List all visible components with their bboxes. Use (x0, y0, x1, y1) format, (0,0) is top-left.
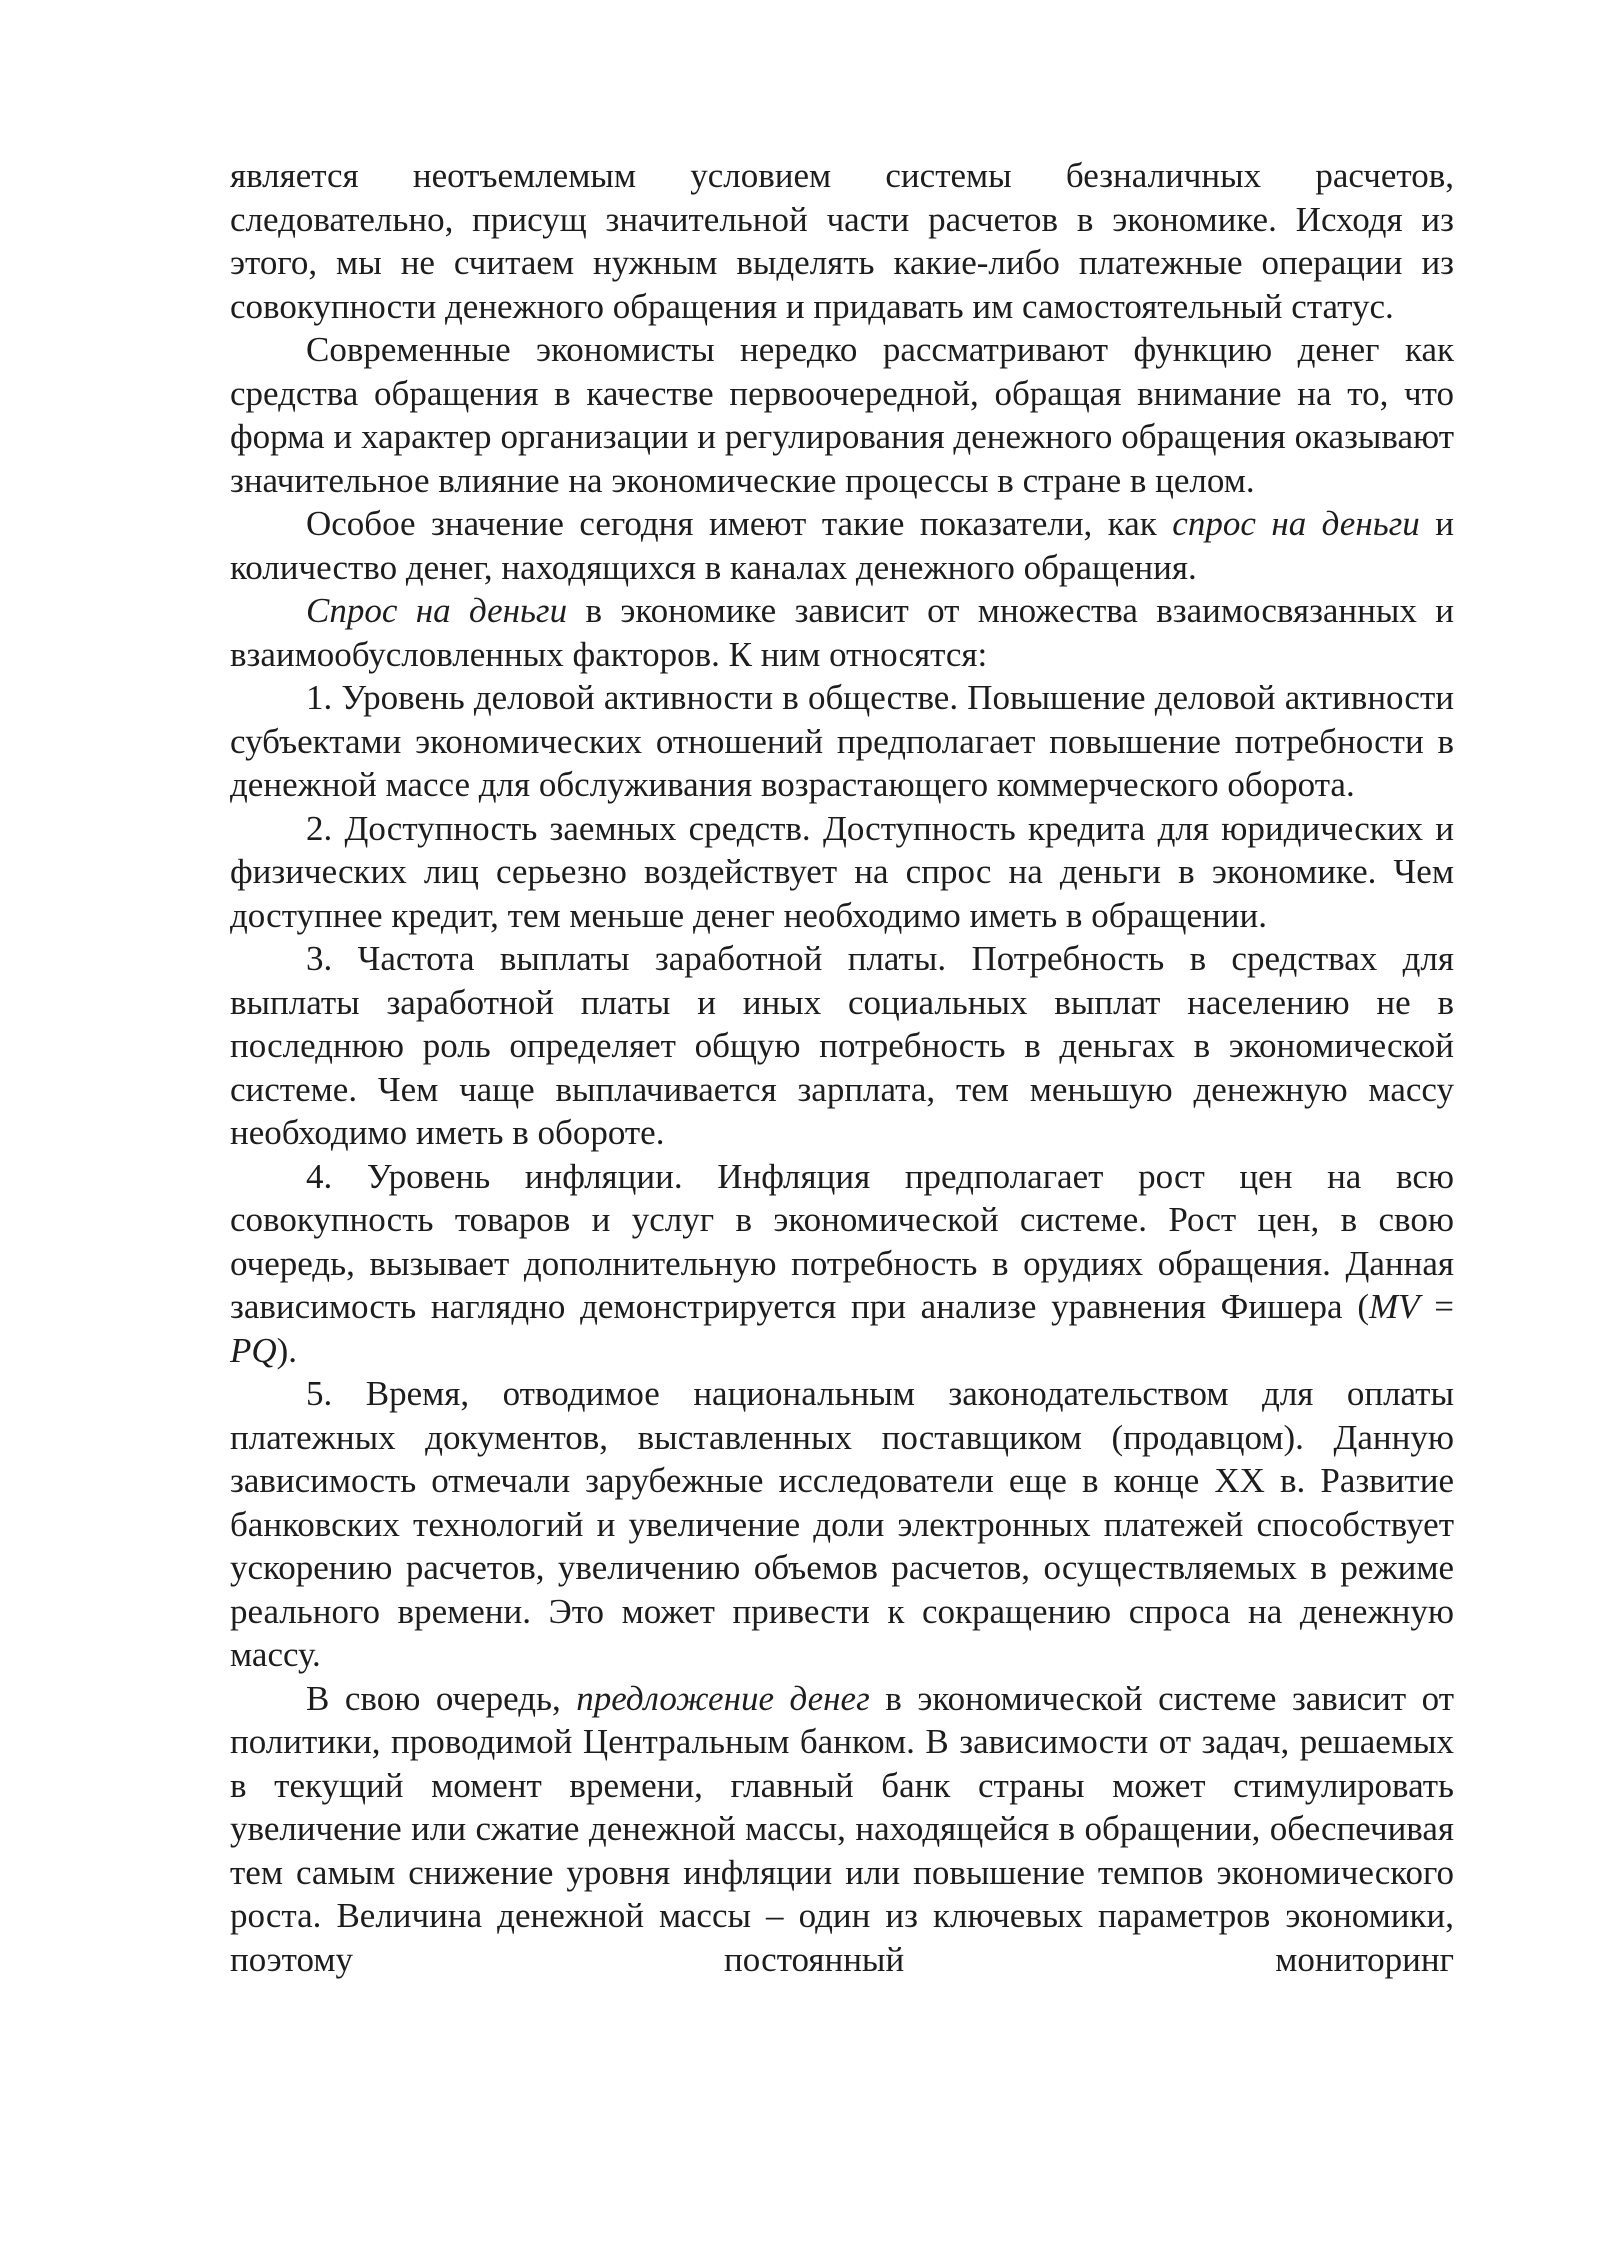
paragraph-7 (230, 937, 1454, 1155)
document-page (230, 154, 1454, 1981)
italic-term: предложение денег (576, 1678, 870, 1718)
paragraph-9 (230, 1372, 1454, 1677)
text-run: в экономической системе зависит от политики, проводимой Центральным банком. В зависимости от задач, решаемых в текущий момент времени, главный банк страны может стимулировать увеличение или сжатие денежной массы, находящейся в обращении, обеспечивая тем самым снижение уровня инфляции или повышение темпов экономического роста. Величина денежной массы – один из ключевых параметров экономики, поэтому постоянный мониторинг (230, 1678, 1455, 1979)
text-run: Особое значение сегодня имеют такие показатели, как (306, 504, 1173, 543)
text-run: в экономике зависит от множества взаимосвязанных и взаимообусловленных факторов. К ним относятся: (230, 591, 1454, 674)
paragraph-6 (230, 807, 1454, 938)
text-run: = (1419, 1287, 1454, 1326)
text-run: является неотъемлемым условием системы безналичных расчетов, следовательно, присущ значительной части расчетов в экономике. Исходя из этого, мы не считаем нужным выделять какие-либо платежные операции из совокупности денежного обращения и придавать им самостоятельный статус. (230, 156, 1454, 326)
paragraph-10 (230, 1677, 1454, 1982)
italic-term: Спрос на деньги (306, 591, 568, 630)
text-run: ). (276, 1330, 298, 1370)
italic-term: спрос на деньги (1172, 504, 1420, 543)
text-run: Современные экономисты нередко рассматривают функцию денег как средства обращения в качестве первоочередной, обращая внимание на то, что форма и характер организации и регулирования денежного обращения оказывают значительное влияние на экономические процессы в стране в целом. (230, 330, 1454, 500)
paragraph-1 (230, 154, 1454, 328)
text-run: и количество денег, находящихся в каналах денежного обращения. (230, 504, 1455, 587)
italic-term: MV (1368, 1287, 1420, 1326)
paragraph-2 (230, 328, 1454, 502)
text-run: 2. Доступность заемных средств. Доступность кредита для юридических и физических лиц серьезно воздействует на спрос на деньги в экономике. Чем доступнее кредит, тем меньше денег необходимо иметь в обращении. (230, 808, 1454, 935)
text-run: 4. Уровень инфляции. Инфляция предполагает рост цен на всю совокупность товаров и услуг в экономической системе. Рост цен, в свою очередь, вызывает дополнительную потребность в орудиях обращения. Данная зависимость наглядно демонстрируется при анализе уравнения Фишера ( (230, 1156, 1454, 1326)
paragraph-8 (230, 1155, 1454, 1373)
paragraph-5 (230, 676, 1454, 807)
text-run: 5. Время, отводимое национальным законодательством для оплаты платежных документов, выставленных поставщиком (продавцом). Данную зависимость отмечали зарубежные исследователи еще в конце XX в. Развитие банковских технологий и увеличение доли электронных платежей способствует ускорению расчетов, увеличению объемов расчетов, осуществляемых в режиме реального времени. Это может привести к сокращению спроса на денежную массу. (230, 1374, 1454, 1674)
text-run: 1. Уровень деловой активности в обществе. Повышение деловой активности субъектами экономических отношений предполагает повышение потребности в денежной массе для обслуживания возрастающего коммерческого оборота. (230, 678, 1454, 804)
text-run: В свою очередь, (306, 1678, 577, 1718)
paragraph-4 (230, 589, 1454, 676)
italic-term: PQ (230, 1330, 277, 1370)
text-run: 3. Частота выплаты заработной платы. Потребность в средствах для выплаты заработной платы и иных социальных выплат населению не в последнюю роль определяет общую потребность в деньгах в экономической системе. Чем чаще выплачивается зарплата, тем меньшую денежную массу необходимо иметь в обороте. (230, 939, 1454, 1152)
paragraph-3 (230, 502, 1454, 589)
